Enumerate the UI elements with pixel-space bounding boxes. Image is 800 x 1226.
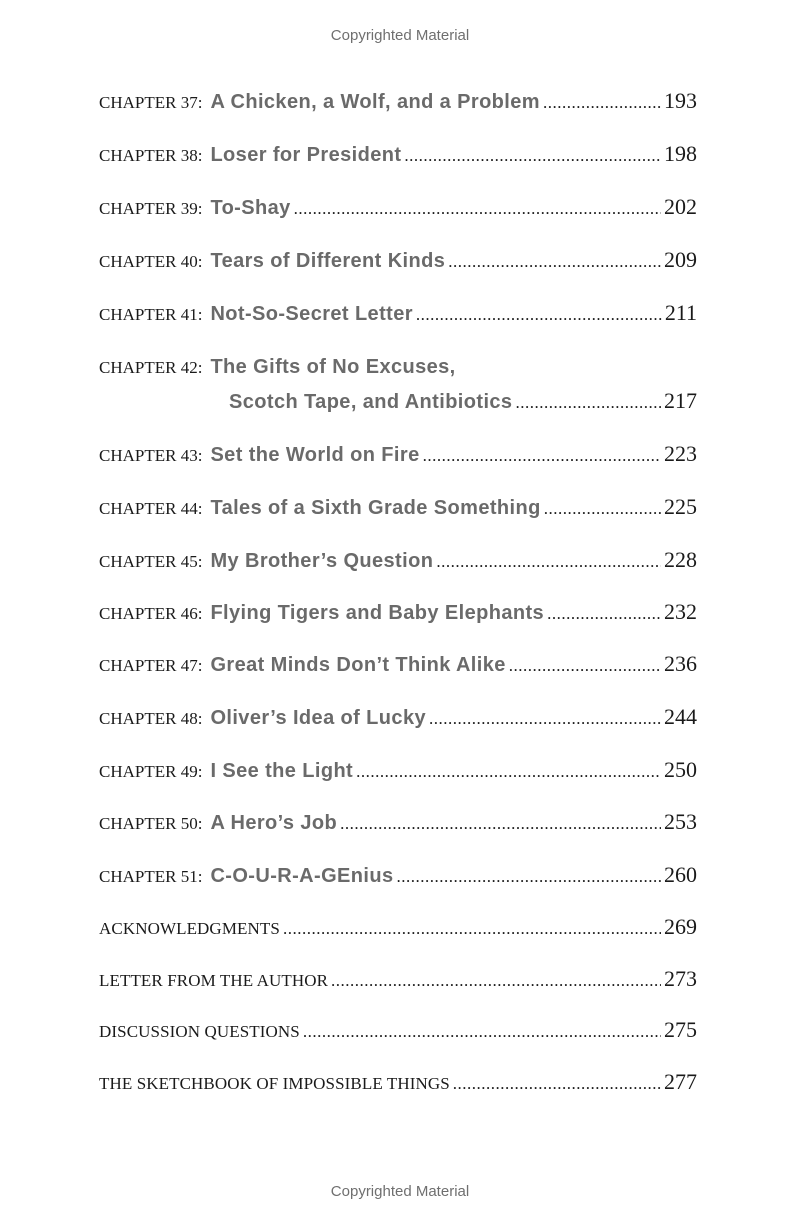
toc-entry-multiline[interactable]: [99, 355, 697, 385]
toc-entry[interactable]: [99, 811, 697, 841]
toc-entry[interactable]: [99, 601, 697, 631]
page-number: 275: [664, 1017, 697, 1042]
chapter-title: I See the Light: [210, 760, 354, 782]
chapter-number: CHAPTER 40:: [99, 252, 203, 271]
copyright-watermark-top: Copyrighted Material: [330, 27, 470, 44]
chapter-title: Flying Tigers and Baby Elephants: [210, 602, 545, 624]
dot-leader: [509, 656, 661, 676]
chapter-number: CHAPTER 50:: [99, 814, 203, 833]
toc-entry[interactable]: [99, 90, 697, 120]
chapter-title: Not-So-Secret Letter: [210, 303, 413, 325]
page-number: 202: [664, 194, 697, 219]
dot-leader: [423, 446, 661, 466]
page-number: 225: [664, 494, 697, 519]
page-number: 269: [664, 914, 697, 939]
chapter-number: CHAPTER 38:: [99, 146, 203, 165]
chapter-number: CHAPTER 48:: [99, 709, 203, 728]
page-number: 198: [664, 141, 697, 166]
chapter-number: CHAPTER 51:: [99, 867, 203, 886]
page-number: 228: [664, 547, 697, 572]
section-title: DISCUSSION QUESTIONS: [99, 1022, 300, 1041]
toc-entry-continuation[interactable]: [99, 390, 697, 420]
page-number: 277: [664, 1069, 697, 1094]
toc-entry[interactable]: [99, 653, 697, 683]
toc-entry[interactable]: [99, 196, 697, 226]
chapter-title: C-O-U-R-A-GEnius: [210, 865, 394, 887]
chapter-number: CHAPTER 41:: [99, 305, 203, 324]
chapter-title: The Gifts of No Excuses,: [210, 356, 456, 378]
chapter-title: Tears of Different Kinds: [210, 250, 446, 272]
copyright-watermark-bottom: Copyrighted Material: [330, 1183, 470, 1200]
dot-leader: [515, 393, 661, 413]
chapter-title: Set the World on Fire: [210, 444, 420, 466]
dot-leader: [453, 1074, 661, 1094]
dot-leader: [404, 146, 661, 166]
toc-entry-letter-from-author[interactable]: [99, 968, 697, 998]
chapter-number: CHAPTER 44:: [99, 499, 203, 518]
dot-leader: [340, 814, 661, 834]
chapter-number: CHAPTER 49:: [99, 762, 203, 781]
dot-leader: [448, 252, 661, 272]
toc-entry[interactable]: [99, 864, 697, 894]
page-number: 232: [664, 599, 697, 624]
toc-entry[interactable]: [99, 302, 697, 332]
page-number: 193: [664, 88, 697, 113]
section-title: THE SKETCHBOOK OF IMPOSSIBLE THINGS: [99, 1074, 450, 1093]
toc-entry[interactable]: [99, 496, 697, 526]
page-number: 211: [664, 300, 697, 325]
page-number: 250: [664, 757, 697, 782]
section-title: LETTER FROM THE AUTHOR: [99, 971, 329, 990]
dot-leader: [396, 867, 661, 887]
chapter-title: Tales of a Sixth Grade Something: [210, 497, 541, 519]
toc-entry-sketchbook[interactable]: [99, 1071, 697, 1101]
section-title: ACKNOWLEDGMENTS: [99, 919, 280, 938]
chapter-number: CHAPTER 45:: [99, 552, 203, 571]
chapter-number: CHAPTER 47:: [99, 656, 203, 675]
dot-leader: [436, 552, 661, 572]
page-number: 253: [664, 809, 697, 834]
dot-leader: [543, 93, 661, 113]
chapter-title: To-Shay: [210, 197, 291, 219]
dot-leader: [331, 971, 661, 991]
dot-leader: [356, 762, 661, 782]
dot-leader: [429, 709, 661, 729]
toc-entry[interactable]: [99, 249, 697, 279]
page-number: 244: [664, 704, 697, 729]
toc-entry[interactable]: [99, 706, 697, 736]
page-number: 236: [664, 651, 697, 676]
chapter-title: A Hero’s Job: [210, 812, 338, 834]
dot-leader: [294, 199, 661, 219]
page-number: 273: [664, 966, 697, 991]
chapter-number: CHAPTER 39:: [99, 199, 203, 218]
chapter-title: Loser for President: [210, 144, 402, 166]
toc-entry[interactable]: [99, 759, 697, 789]
dot-leader: [544, 499, 661, 519]
toc-entry[interactable]: [99, 443, 697, 473]
toc-entry[interactable]: [99, 549, 697, 579]
dot-leader: [547, 604, 661, 624]
toc-entry-discussion-questions[interactable]: [99, 1019, 697, 1049]
page-number: 209: [664, 247, 697, 272]
chapter-title: Great Minds Don’t Think Alike: [210, 654, 506, 676]
dot-leader: [303, 1022, 661, 1042]
chapter-title: Oliver’s Idea of Lucky: [210, 707, 426, 729]
chapter-title: A Chicken, a Wolf, and a Problem: [210, 91, 540, 113]
page-number: 223: [664, 441, 697, 466]
dot-leader: [283, 919, 661, 939]
chapter-title-continued: Scotch Tape, and Antibiotics: [229, 391, 513, 413]
chapter-number: CHAPTER 46:: [99, 604, 203, 623]
toc-entry[interactable]: [99, 143, 697, 173]
page-number: 260: [664, 862, 697, 887]
dot-leader: [416, 305, 662, 325]
chapter-title: My Brother’s Question: [210, 550, 434, 572]
chapter-number: CHAPTER 43:: [99, 446, 203, 465]
chapter-number: CHAPTER 42:: [99, 358, 203, 377]
chapter-number: CHAPTER 37:: [99, 93, 203, 112]
toc-entry-acknowledgments[interactable]: [99, 916, 697, 946]
page-number: 217: [664, 388, 697, 413]
